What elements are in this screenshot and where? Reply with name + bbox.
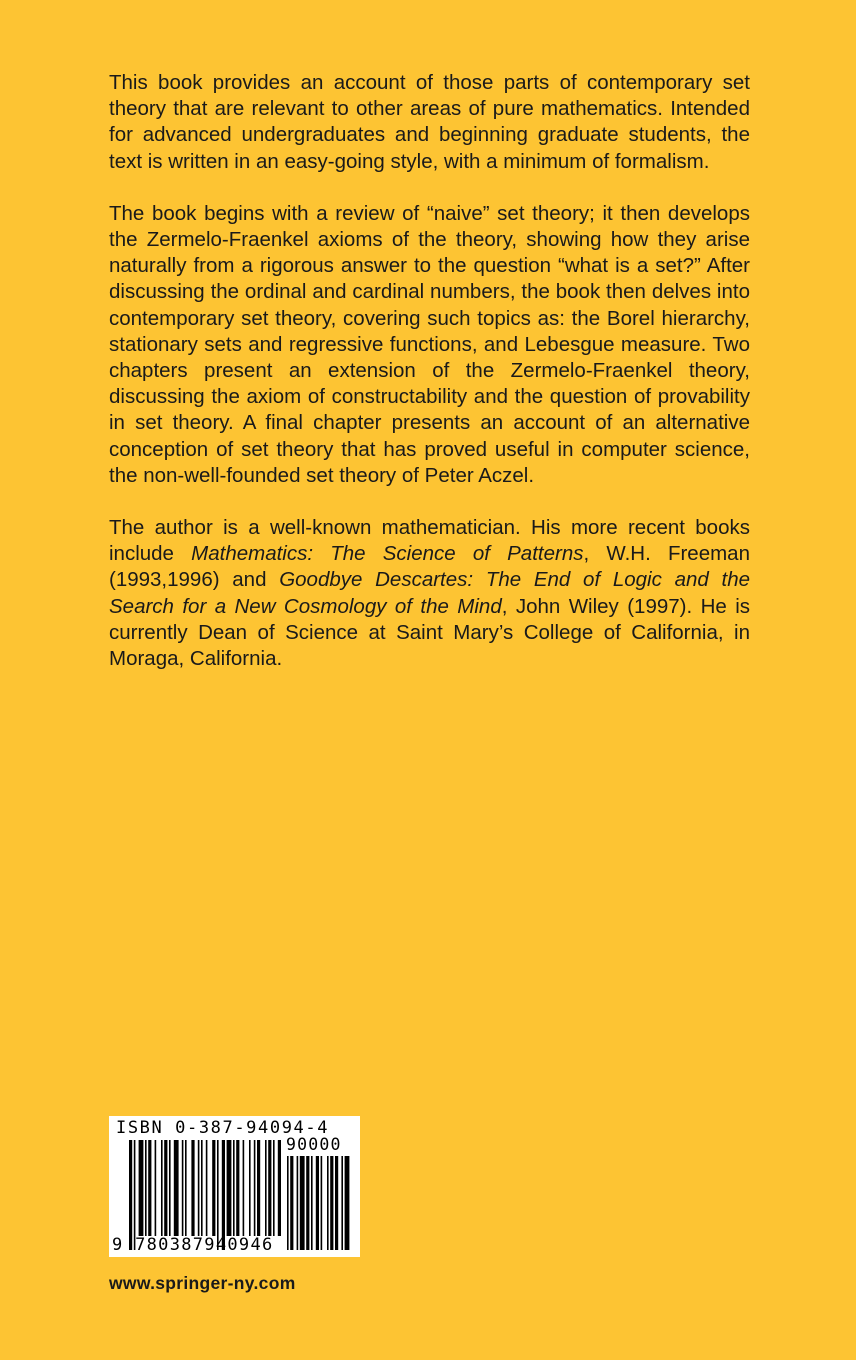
publisher-website: www.springer-ny.com bbox=[109, 1273, 296, 1293]
isbn-text: ISBN 0-387-94094-4 bbox=[116, 1118, 330, 1138]
price-addon-digits: 90000 bbox=[286, 1135, 342, 1154]
book-title-1: Mathematics: The Science of Patterns bbox=[191, 542, 584, 566]
author-text-2: , W.H. Freeman (1993,1996) and bbox=[109, 542, 750, 592]
back-cover-blurb bbox=[109, 70, 750, 698]
ean-lead-digit: 9 bbox=[112, 1235, 124, 1255]
blurb-paragraph-1: This book provides an account of those parts of contemporary set theory that are relevant to other areas of pure mathematics. Intended for advanced undergraduates and beginning graduate students, the text is written in an easy-going style, with a minimum of formalism. bbox=[109, 71, 750, 173]
blurb-paragraph-2: The book begins with a review of “naive” set theory; it then develops the Zermelo-Fraenkel axioms of the theory, showing how they arise naturally from a rigorous answer to the question “what is a set?” After discussing the ordinal and cardinal numbers, the book then delves into contemporary set theory, covering such topics as: the Borel hierarchy, stationary sets and regressive functions, and Lebesgue measure. Two chapters present an extension of the Zermelo-Fraenkel theory, discussing the axiom of constructability and the question of provability in set theory. A final chapter presents an account of an alternative conception of set theory that has proved useful in computer science, the non-well-founded set theory of Peter Aczel. bbox=[109, 201, 750, 487]
author-text-1: The author is a well-known mathematician. His more recent books include bbox=[109, 516, 750, 566]
barcode-box bbox=[109, 1116, 360, 1257]
ean-main-digits: 780387940946 bbox=[135, 1235, 274, 1255]
blurb-paragraph-3 bbox=[109, 515, 750, 672]
book-title-2: Goodbye Descartes: The End of Logic and the Search for a New Cosmology of the Mind bbox=[109, 568, 751, 618]
ean-digits bbox=[112, 1235, 274, 1255]
author-text-3: , John Wiley (1997). He is currently Dean of Science at Saint Mary’s College of California, in Moraga, California. bbox=[109, 594, 751, 671]
